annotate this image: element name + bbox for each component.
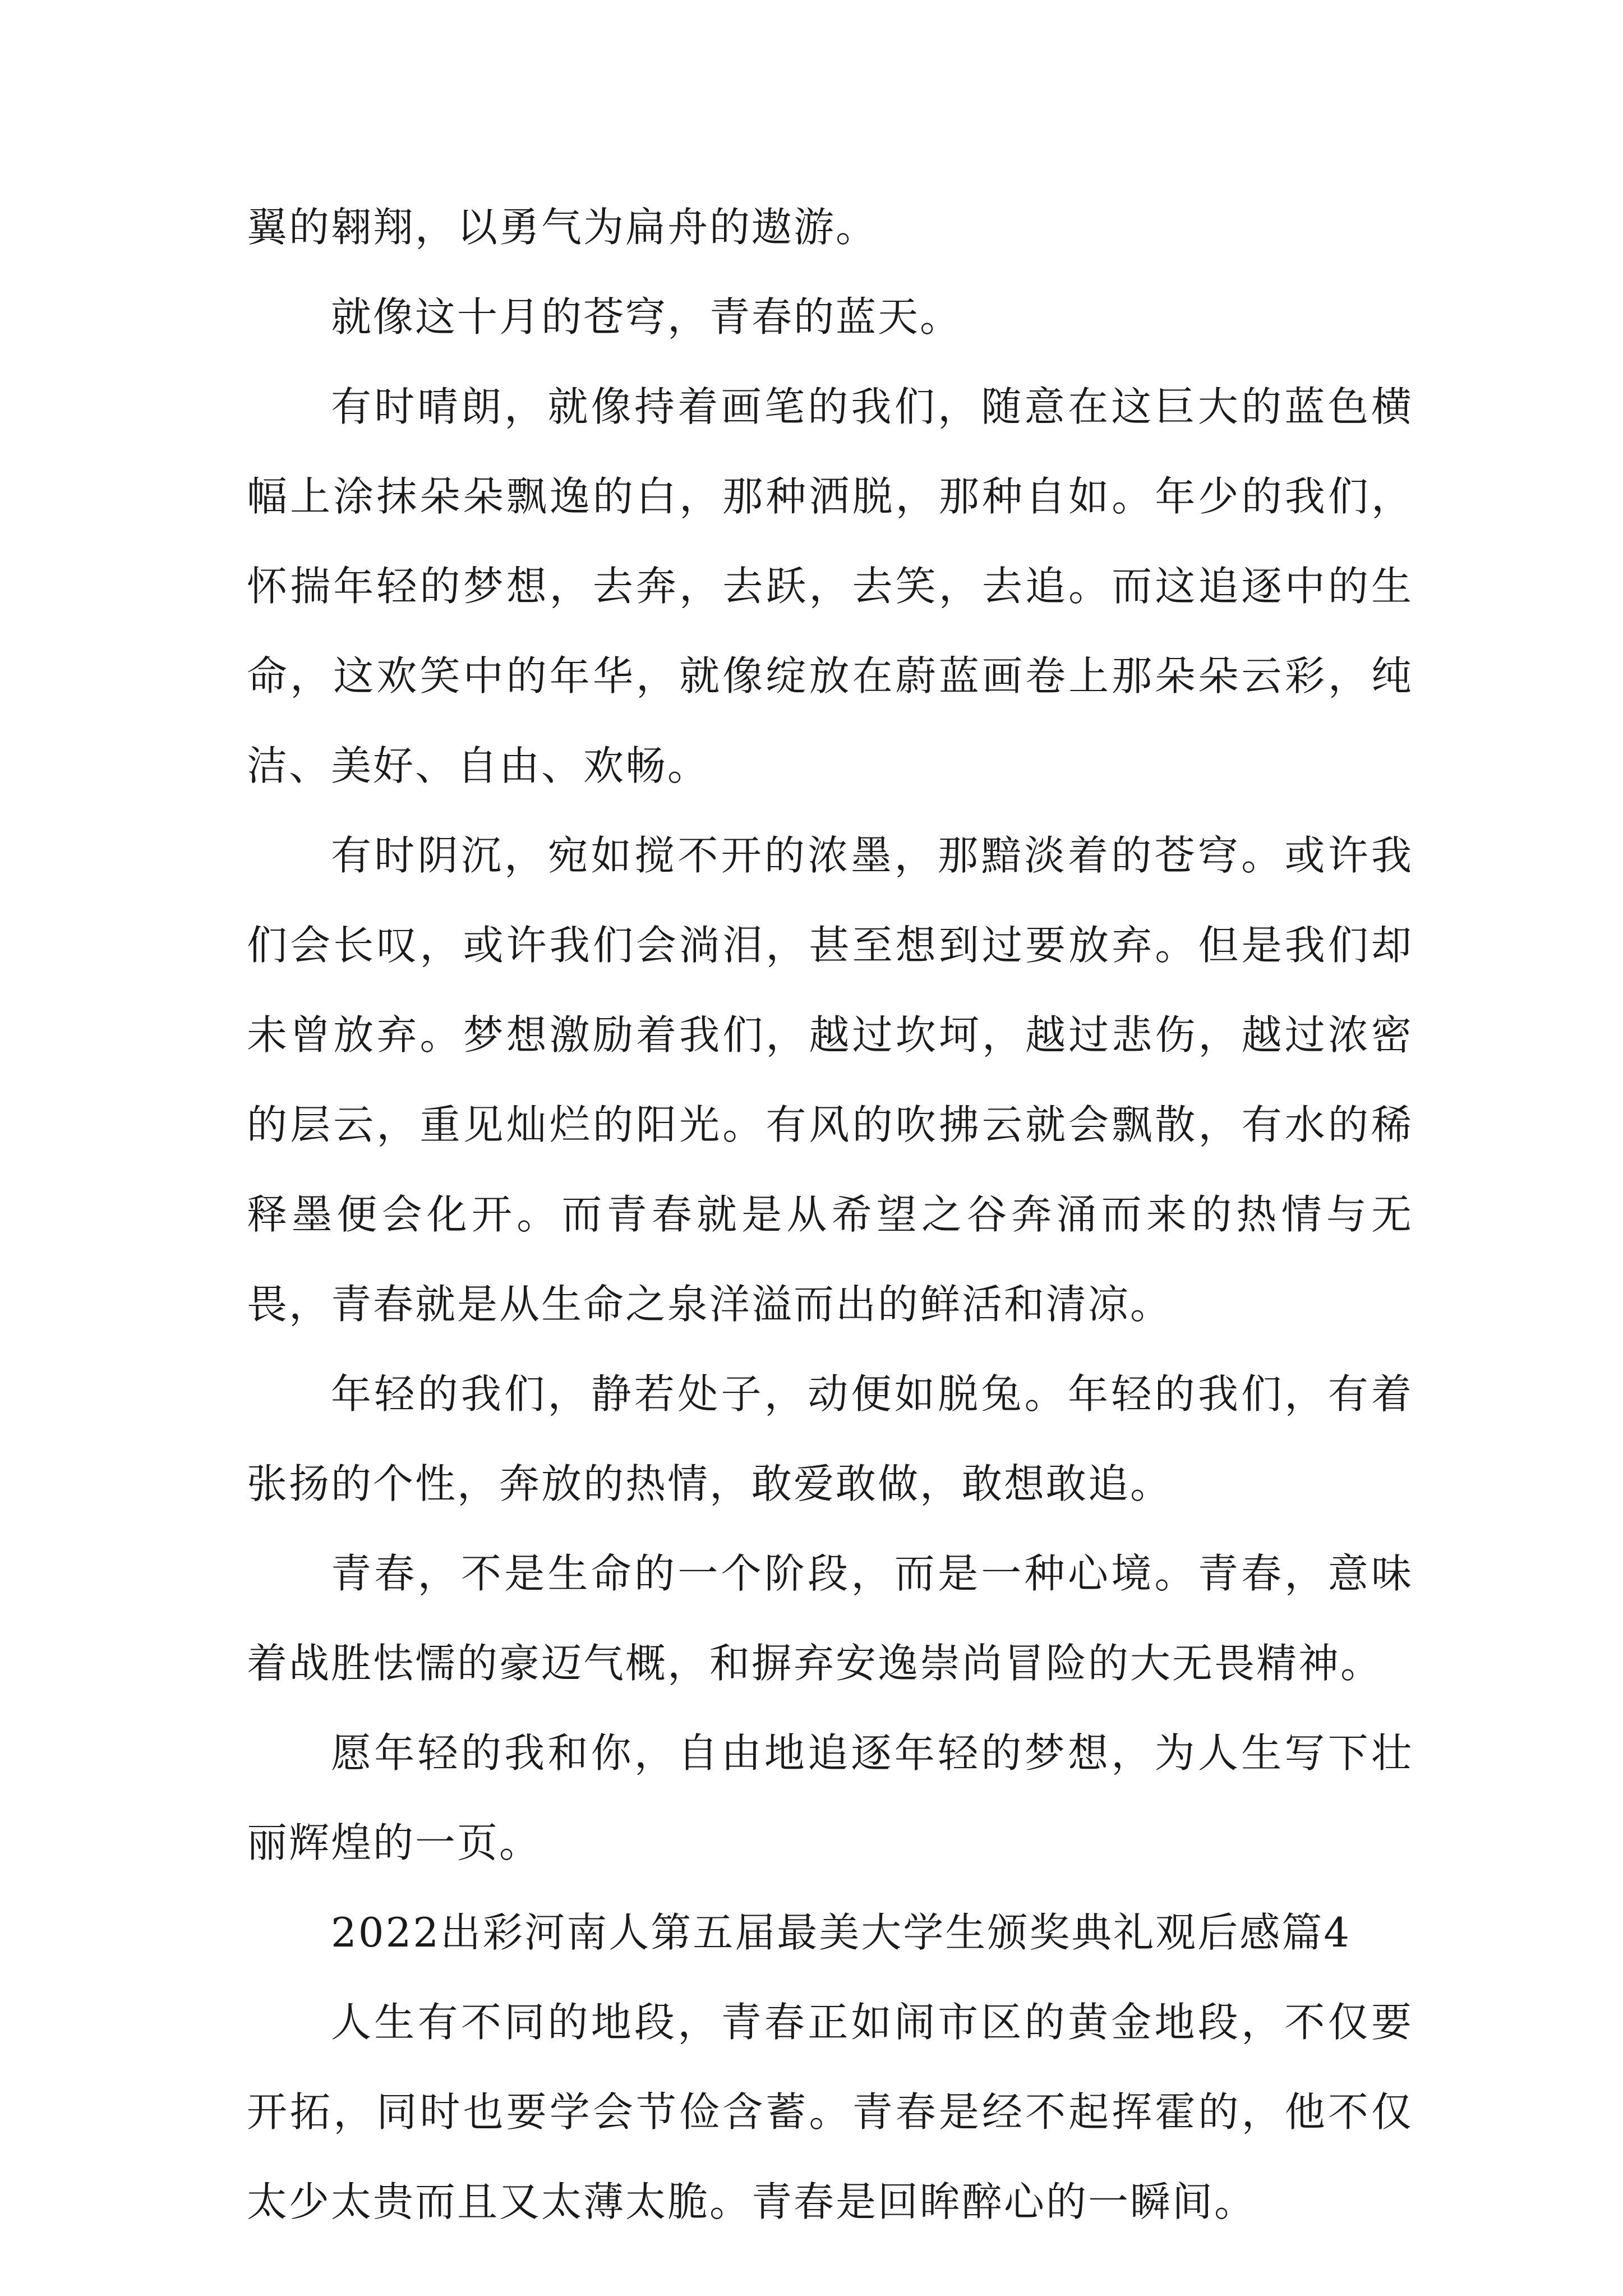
section-heading: 2022出彩河南人第五届最美大学生颁奖典礼观后感篇4	[331, 1909, 1352, 1956]
paragraph: 翼的翱翔，以勇气为扁舟的遨游。	[247, 204, 878, 251]
paragraph: 年轻的我们，静若处子，动便如脱兔。年轻的我们，有着张扬的个性，奔放的热情，敢爱敢做，敢想敢追。	[247, 1370, 1413, 1507]
paragraph: 有时阴沉，宛如搅不开的浓墨，那黯淡着的苍穹。或许我们会长叹，或许我们会淌泪，甚至想到过要放弃。但是我们却未曾放弃。梦想激励着我们，越过坎坷，越过悲伤，越过浓密的层云，重见灿烂的阳光。有风的吹拂云就会飘散，有水的稀释墨便会化开。而青春就是从希望之谷奔涌而来的热情与无畏，青春就是从生命之泉洋溢而出的鲜活和清凉。	[247, 832, 1413, 1328]
paragraph: 有时晴朗，就像持着画笔的我们，随意在这巨大的蓝色横幅上涂抹朵朵飘逸的白，那种洒脱，那种自如。年少的我们，怀揣年轻的梦想，去奔，去跃，去笑，去追。而这追逐中的生命，这欢笑中的年华，就像绽放在蔚蓝画卷上那朵朵云彩，纯洁、美好、自由、欢畅。	[247, 383, 1413, 789]
paragraph: 人生有不同的地段，青春正如闹市区的黄金地段，不仅要开拓，同时也要学会节俭含蓄。青春是经不起挥霍的，他不仅太少太贵而且又太薄太脆。青春是回眸醉心的一瞬间。	[247, 1999, 1413, 2225]
paragraph: 青春，不是生命的一个阶段，而是一种心境。青春，意味着战胜怯懦的豪迈气概，和摒弃安逸崇尚冒险的大无畏精神。	[247, 1550, 1413, 1687]
paragraph: 就像这十月的苍穹，青春的蓝天。	[331, 293, 962, 341]
document-body	[247, 182, 1413, 2247]
paragraph: 愿年轻的我和你，自由地追逐年轻的梦想，为人生写下壮丽辉煌的一页。	[247, 1729, 1413, 1866]
